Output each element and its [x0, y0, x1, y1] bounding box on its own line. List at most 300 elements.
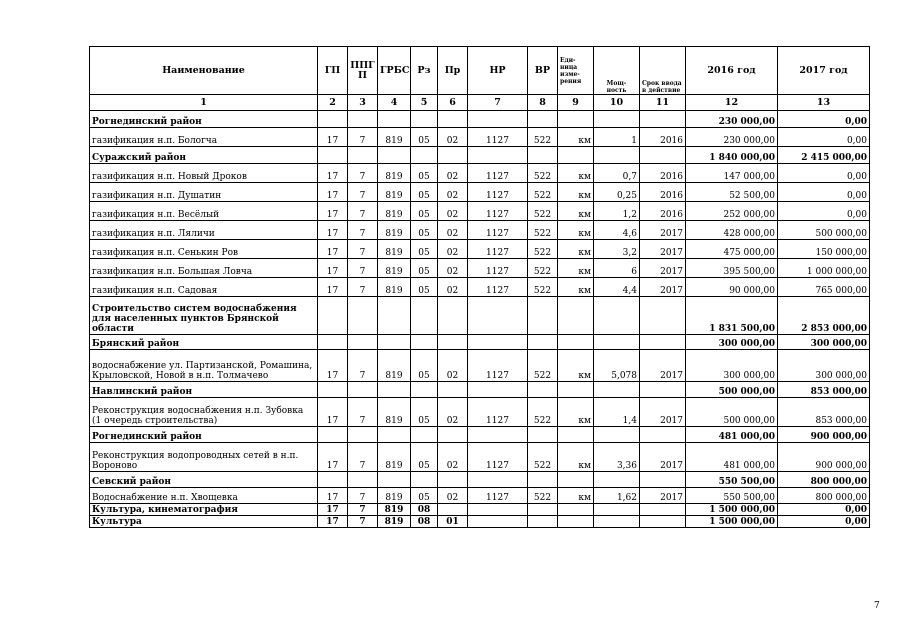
row-unit: км [558, 221, 594, 240]
row-2017: 1 000 000,00 [778, 259, 870, 278]
row-vr: 522 [528, 443, 558, 472]
table-row [90, 202, 870, 221]
row-grbs [378, 147, 411, 164]
row-term: 2016 [640, 183, 686, 202]
row-2016: 481 000,00 [686, 443, 778, 472]
row-gp [318, 382, 348, 398]
row-grbs: 819 [378, 278, 411, 297]
table-row [90, 164, 870, 183]
row-capacity [594, 504, 640, 516]
row-vr [528, 472, 558, 488]
table-row [90, 221, 870, 240]
table-row [90, 398, 870, 427]
row-ppgp: 7 [348, 221, 378, 240]
row-ppgp: 7 [348, 259, 378, 278]
table-row-group [90, 472, 870, 488]
table-row-group [90, 147, 870, 164]
table-row [90, 259, 870, 278]
row-term [640, 297, 686, 335]
row-unit [558, 516, 594, 528]
row-nr: 1127 [468, 488, 528, 504]
row-unit [558, 335, 594, 350]
row-2016: 500 000,00 [686, 382, 778, 398]
row-nr: 1127 [468, 183, 528, 202]
row-pr: 02 [438, 278, 468, 297]
row-gp: 17 [318, 443, 348, 472]
row-capacity: 3,36 [594, 443, 640, 472]
row-vr [528, 147, 558, 164]
row-unit [558, 147, 594, 164]
row-2016: 475 000,00 [686, 240, 778, 259]
row-vr [528, 297, 558, 335]
header-name: Наименование [90, 47, 318, 95]
row-nr [468, 472, 528, 488]
row-grbs: 819 [378, 398, 411, 427]
row-rz: 05 [411, 259, 438, 278]
row-unit: км [558, 443, 594, 472]
row-2016: 481 000,00 [686, 427, 778, 443]
row-2017: 900 000,00 [778, 443, 870, 472]
row-pr: 02 [438, 240, 468, 259]
row-grbs: 819 [378, 516, 411, 528]
row-term: 2017 [640, 240, 686, 259]
row-nr [468, 382, 528, 398]
row-name: газификация н.п. Сенькин Ров [90, 240, 318, 259]
row-capacity: 5,078 [594, 350, 640, 382]
row-nr: 1127 [468, 128, 528, 147]
table-row-group [90, 297, 870, 335]
row-unit: км [558, 202, 594, 221]
row-vr: 522 [528, 278, 558, 297]
row-capacity: 0,25 [594, 183, 640, 202]
row-2017: 853 000,00 [778, 398, 870, 427]
row-2017: 300 000,00 [778, 335, 870, 350]
row-vr: 522 [528, 240, 558, 259]
row-ppgp: 7 [348, 398, 378, 427]
table-row-group [90, 382, 870, 398]
row-rz [411, 335, 438, 350]
row-grbs [378, 382, 411, 398]
row-grbs: 819 [378, 488, 411, 504]
row-rz: 05 [411, 240, 438, 259]
table-row-group [90, 427, 870, 443]
row-name: Севский район [90, 472, 318, 488]
row-2017: 0,00 [778, 128, 870, 147]
row-term: 2017 [640, 488, 686, 504]
row-2016: 230 000,00 [686, 111, 778, 128]
row-nr: 1127 [468, 278, 528, 297]
row-nr [468, 147, 528, 164]
table-row [90, 240, 870, 259]
row-vr: 522 [528, 164, 558, 183]
row-nr: 1127 [468, 221, 528, 240]
row-term: 2017 [640, 221, 686, 240]
row-name: Реконструкция водопроводных сетей в н.п. Вороново [90, 443, 318, 472]
row-rz: 05 [411, 278, 438, 297]
col-number: 11 [640, 95, 686, 111]
row-2017: 0,00 [778, 183, 870, 202]
row-name: Культура, кинематография [90, 504, 318, 516]
row-gp: 17 [318, 488, 348, 504]
row-vr [528, 427, 558, 443]
row-capacity [594, 516, 640, 528]
row-2017: 2 853 000,00 [778, 297, 870, 335]
row-capacity: 6 [594, 259, 640, 278]
row-nr [468, 427, 528, 443]
row-term [640, 427, 686, 443]
row-capacity: 4,4 [594, 278, 640, 297]
header-nr: НР [468, 47, 528, 95]
row-rz: 08 [411, 516, 438, 528]
row-grbs: 819 [378, 183, 411, 202]
budget-table [89, 46, 870, 528]
row-capacity [594, 297, 640, 335]
row-unit: км [558, 128, 594, 147]
row-2017: 900 000,00 [778, 427, 870, 443]
row-gp: 17 [318, 221, 348, 240]
row-ppgp: 7 [348, 183, 378, 202]
col-number: 9 [558, 95, 594, 111]
row-gp [318, 147, 348, 164]
row-capacity: 1,2 [594, 202, 640, 221]
row-grbs [378, 297, 411, 335]
row-term [640, 111, 686, 128]
row-name: Брянский район [90, 335, 318, 350]
row-pr [438, 111, 468, 128]
row-gp: 17 [318, 350, 348, 382]
row-pr: 02 [438, 259, 468, 278]
table-row-group [90, 504, 870, 516]
row-unit [558, 111, 594, 128]
table-row [90, 278, 870, 297]
row-rz: 05 [411, 350, 438, 382]
row-name: газификация н.п. Бологча [90, 128, 318, 147]
row-gp: 17 [318, 240, 348, 259]
row-2016: 52 500,00 [686, 183, 778, 202]
row-2017: 0,00 [778, 516, 870, 528]
row-2017: 0,00 [778, 111, 870, 128]
table-row [90, 128, 870, 147]
header-2016: 2016 год [686, 47, 778, 95]
row-gp [318, 335, 348, 350]
col-number: 10 [594, 95, 640, 111]
row-gp [318, 111, 348, 128]
row-vr: 522 [528, 398, 558, 427]
row-nr [468, 111, 528, 128]
row-ppgp [348, 147, 378, 164]
row-grbs: 819 [378, 164, 411, 183]
row-term [640, 504, 686, 516]
row-2016: 300 000,00 [686, 335, 778, 350]
row-2016: 1 500 000,00 [686, 516, 778, 528]
row-name: Суражский район [90, 147, 318, 164]
row-2016: 395 500,00 [686, 259, 778, 278]
row-rz: 08 [411, 504, 438, 516]
row-name: Культура [90, 516, 318, 528]
row-pr [438, 472, 468, 488]
row-ppgp: 7 [348, 128, 378, 147]
row-name: газификация н.п. Ляличи [90, 221, 318, 240]
row-name: Реконструкция водоснабжения н.п. Зубовка (1 очередь строительства) [90, 398, 318, 427]
row-ppgp: 7 [348, 504, 378, 516]
row-grbs [378, 472, 411, 488]
column-number-row [90, 95, 870, 111]
row-term [640, 147, 686, 164]
row-rz [411, 111, 438, 128]
col-number: 13 [778, 95, 870, 111]
row-pr: 01 [438, 516, 468, 528]
header-vr: ВР [528, 47, 558, 95]
col-number: 3 [348, 95, 378, 111]
row-capacity: 1,62 [594, 488, 640, 504]
row-rz [411, 427, 438, 443]
row-gp: 17 [318, 504, 348, 516]
row-gp: 17 [318, 278, 348, 297]
row-2017: 853 000,00 [778, 382, 870, 398]
row-gp: 17 [318, 183, 348, 202]
row-unit [558, 427, 594, 443]
row-2017: 150 000,00 [778, 240, 870, 259]
row-gp: 17 [318, 128, 348, 147]
row-pr: 02 [438, 350, 468, 382]
row-nr [468, 504, 528, 516]
table-row-group [90, 516, 870, 528]
row-nr: 1127 [468, 443, 528, 472]
row-term [640, 335, 686, 350]
row-name: газификация н.п. Весёлый [90, 202, 318, 221]
row-vr: 522 [528, 128, 558, 147]
row-nr: 1127 [468, 350, 528, 382]
row-name: газификация н.п. Новый Дроков [90, 164, 318, 183]
header-pr: Пр [438, 47, 468, 95]
row-rz: 05 [411, 128, 438, 147]
table-row [90, 350, 870, 382]
header-unit: Еди- ница изме- рения [558, 47, 594, 95]
row-ppgp [348, 335, 378, 350]
header-rz: Рз [411, 47, 438, 95]
row-pr: 02 [438, 221, 468, 240]
row-rz: 05 [411, 164, 438, 183]
col-number: 8 [528, 95, 558, 111]
row-name: Строительство систем водоснабжения для населенных пунктов Брянской области [90, 297, 318, 335]
row-capacity [594, 472, 640, 488]
row-grbs: 819 [378, 202, 411, 221]
row-unit [558, 504, 594, 516]
row-ppgp: 7 [348, 516, 378, 528]
row-term: 2017 [640, 350, 686, 382]
row-2016: 90 000,00 [686, 278, 778, 297]
row-term: 2016 [640, 202, 686, 221]
row-grbs: 819 [378, 259, 411, 278]
row-term [640, 516, 686, 528]
row-vr: 522 [528, 221, 558, 240]
row-2016: 1 831 500,00 [686, 297, 778, 335]
row-term: 2016 [640, 164, 686, 183]
row-2016: 230 000,00 [686, 128, 778, 147]
row-pr: 02 [438, 488, 468, 504]
row-2017: 0,00 [778, 164, 870, 183]
table-row [90, 183, 870, 202]
row-pr [438, 382, 468, 398]
row-name: Рогнединский район [90, 427, 318, 443]
row-capacity: 4,6 [594, 221, 640, 240]
table-row [90, 443, 870, 472]
row-vr [528, 335, 558, 350]
row-2016: 300 000,00 [686, 350, 778, 382]
row-gp: 17 [318, 164, 348, 183]
row-name: Рогнединский район [90, 111, 318, 128]
row-gp: 17 [318, 398, 348, 427]
row-2016: 147 000,00 [686, 164, 778, 183]
row-capacity [594, 427, 640, 443]
row-ppgp: 7 [348, 488, 378, 504]
row-gp [318, 427, 348, 443]
row-ppgp: 7 [348, 164, 378, 183]
row-term [640, 472, 686, 488]
row-capacity: 1,4 [594, 398, 640, 427]
row-gp: 17 [318, 259, 348, 278]
row-nr: 1127 [468, 164, 528, 183]
header-row [90, 47, 870, 95]
row-nr: 1127 [468, 202, 528, 221]
row-unit: км [558, 164, 594, 183]
row-2017: 800 000,00 [778, 488, 870, 504]
row-vr [528, 111, 558, 128]
row-2017: 500 000,00 [778, 221, 870, 240]
row-nr [468, 335, 528, 350]
row-ppgp: 7 [348, 278, 378, 297]
row-capacity [594, 335, 640, 350]
row-nr [468, 297, 528, 335]
row-gp [318, 472, 348, 488]
row-pr: 02 [438, 164, 468, 183]
row-grbs [378, 427, 411, 443]
row-ppgp: 7 [348, 202, 378, 221]
row-vr: 522 [528, 488, 558, 504]
row-grbs: 819 [378, 504, 411, 516]
row-term: 2016 [640, 128, 686, 147]
row-pr [438, 297, 468, 335]
col-number: 7 [468, 95, 528, 111]
row-grbs [378, 335, 411, 350]
row-rz [411, 147, 438, 164]
row-pr: 02 [438, 202, 468, 221]
row-rz: 05 [411, 443, 438, 472]
row-unit: км [558, 398, 594, 427]
row-rz [411, 297, 438, 335]
row-name: газификация н.п. Душатин [90, 183, 318, 202]
row-grbs [378, 111, 411, 128]
row-grbs: 819 [378, 240, 411, 259]
row-name: Навлинский район [90, 382, 318, 398]
row-capacity: 3,2 [594, 240, 640, 259]
row-ppgp [348, 472, 378, 488]
row-vr: 522 [528, 202, 558, 221]
row-name: газификация н.п. Большая Ловча [90, 259, 318, 278]
row-grbs: 819 [378, 221, 411, 240]
row-pr [438, 147, 468, 164]
row-unit: км [558, 350, 594, 382]
row-2016: 550 500,00 [686, 472, 778, 488]
header-capacity: Мощ- ность [594, 47, 640, 95]
page-number: 7 [874, 601, 880, 611]
col-number: 5 [411, 95, 438, 111]
row-nr: 1127 [468, 259, 528, 278]
row-2016: 1 500 000,00 [686, 504, 778, 516]
row-pr [438, 504, 468, 516]
row-vr: 522 [528, 350, 558, 382]
row-unit: км [558, 488, 594, 504]
header-2017: 2017 год [778, 47, 870, 95]
row-gp: 17 [318, 202, 348, 221]
row-gp: 17 [318, 516, 348, 528]
col-number: 2 [318, 95, 348, 111]
row-unit [558, 297, 594, 335]
header-grbs: ГРБС [378, 47, 411, 95]
row-2017: 2 415 000,00 [778, 147, 870, 164]
col-number: 12 [686, 95, 778, 111]
row-grbs: 819 [378, 443, 411, 472]
header-ppgp: ППГП [348, 47, 378, 95]
row-ppgp: 7 [348, 443, 378, 472]
row-2017: 300 000,00 [778, 350, 870, 382]
row-rz [411, 472, 438, 488]
row-pr: 02 [438, 398, 468, 427]
row-rz [411, 382, 438, 398]
row-capacity [594, 382, 640, 398]
col-number: 1 [90, 95, 318, 111]
row-2016: 428 000,00 [686, 221, 778, 240]
header-gp: ГП [318, 47, 348, 95]
row-pr [438, 427, 468, 443]
row-ppgp [348, 382, 378, 398]
row-nr: 1127 [468, 240, 528, 259]
row-name: водоснабжение ул. Партизанской, Ромашина, Крыловской, Новой в н.п. Толмачево [90, 350, 318, 382]
row-rz: 05 [411, 398, 438, 427]
row-2017: 0,00 [778, 202, 870, 221]
row-term [640, 382, 686, 398]
row-unit [558, 472, 594, 488]
row-pr: 02 [438, 443, 468, 472]
row-name: газификация н.п. Садовая [90, 278, 318, 297]
row-vr: 522 [528, 183, 558, 202]
col-number: 6 [438, 95, 468, 111]
row-2017: 765 000,00 [778, 278, 870, 297]
row-capacity: 1 [594, 128, 640, 147]
row-grbs: 819 [378, 350, 411, 382]
row-rz: 05 [411, 202, 438, 221]
row-unit: км [558, 278, 594, 297]
row-unit: км [558, 240, 594, 259]
row-2016: 550 500,00 [686, 488, 778, 504]
row-nr [468, 516, 528, 528]
row-term: 2017 [640, 278, 686, 297]
row-2017: 0,00 [778, 504, 870, 516]
row-gp [318, 297, 348, 335]
row-capacity [594, 147, 640, 164]
row-capacity [594, 111, 640, 128]
col-number: 4 [378, 95, 411, 111]
row-2016: 1 840 000,00 [686, 147, 778, 164]
row-vr [528, 382, 558, 398]
row-unit [558, 382, 594, 398]
row-nr: 1127 [468, 398, 528, 427]
row-ppgp [348, 427, 378, 443]
row-unit: км [558, 259, 594, 278]
row-ppgp [348, 297, 378, 335]
row-term: 2017 [640, 398, 686, 427]
row-pr [438, 335, 468, 350]
